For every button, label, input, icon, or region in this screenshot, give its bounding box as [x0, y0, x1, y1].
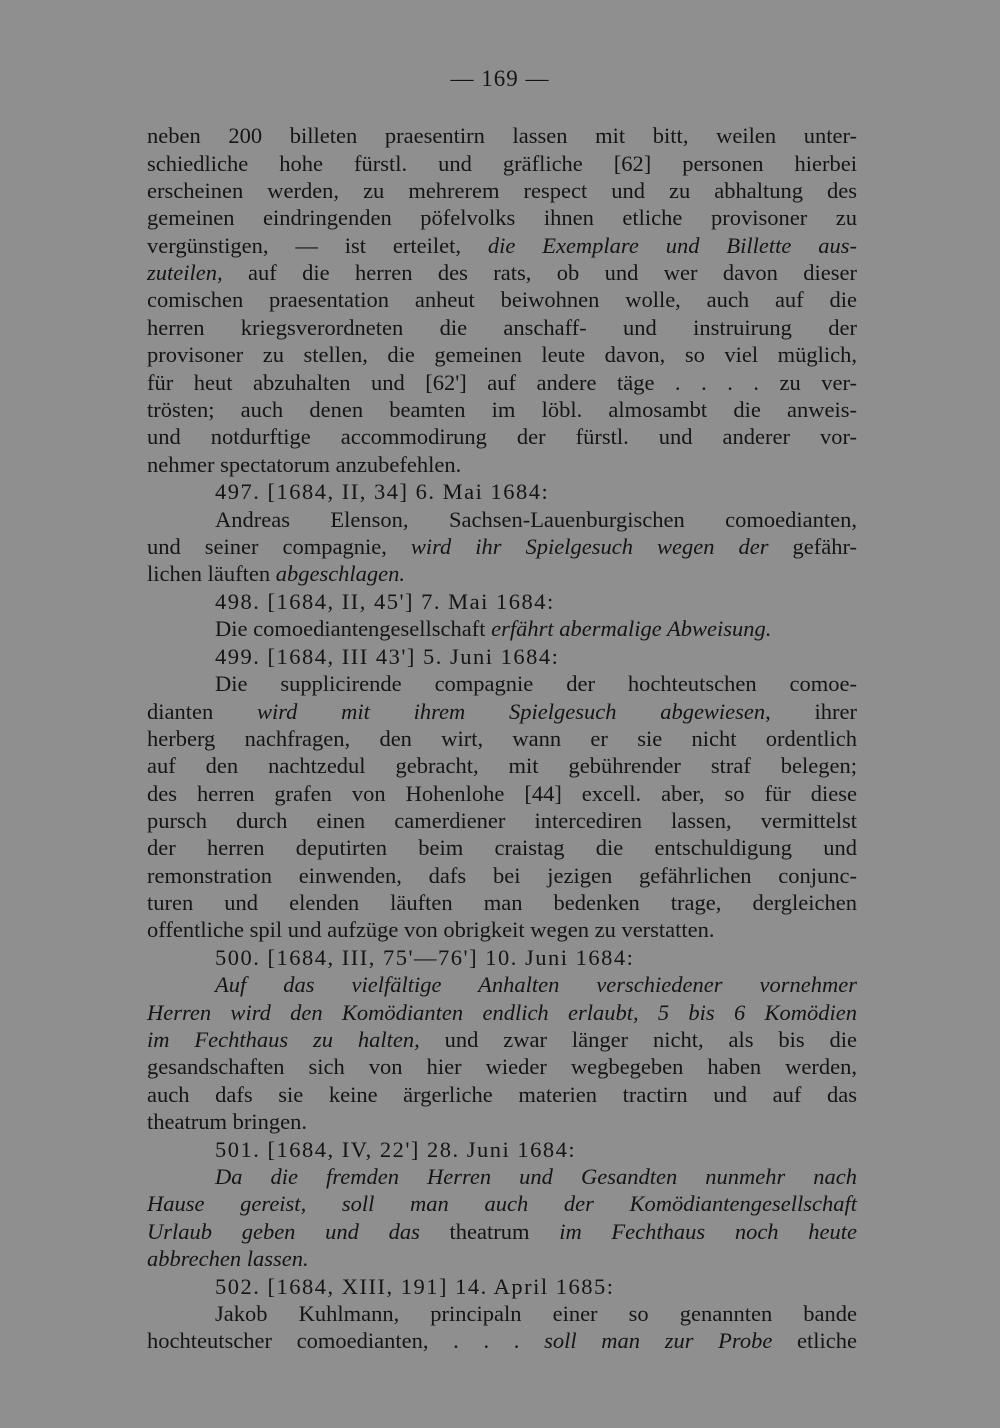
- text-line: [147, 204, 857, 231]
- text-line: [147, 834, 857, 861]
- page-number: — 169 —: [450, 66, 550, 91]
- text-line: [147, 451, 857, 478]
- roman-text: 501. [1684, IV, 22'] 28. Juni 1684:: [215, 1137, 577, 1162]
- roman-text: auf die herren des rats, ob und wer davon dieser: [222, 260, 857, 285]
- italic-text: Auf das vielfältige Anhalten verschiedener vornehmer: [215, 972, 857, 997]
- roman-text: auf den nachtzedul gebracht, mit gebührender straf belegen;: [147, 753, 857, 778]
- text-line: [147, 396, 857, 423]
- italic-text: Hause gereist, soll man auch der Komödiantengesellschaft: [147, 1191, 857, 1216]
- roman-text: theatrum: [419, 1219, 560, 1244]
- roman-text: gemeinen eindringenden pöfelvolks ihnen etliche provisoner zu: [147, 205, 857, 230]
- text-line: [215, 971, 857, 998]
- roman-text: schiedliche hohe fürstl. und gräfliche [62] personen hierbei: [147, 151, 857, 176]
- roman-text: erscheinen werden, zu mehrerem respect und zu abhaltung des: [147, 178, 857, 203]
- roman-text: Die supplicirende compagnie der hochteutschen comoe-: [215, 671, 857, 696]
- roman-text: des herren grafen von Hohenlohe [44] excell. aber, so für diese: [147, 781, 857, 806]
- italic-text: soll man zur Probe: [544, 1328, 773, 1353]
- text-line: [147, 999, 857, 1026]
- text-line: [147, 369, 857, 396]
- text-line: [147, 122, 857, 149]
- text-line: [147, 916, 857, 943]
- text-line: [215, 1136, 857, 1163]
- text-line: [215, 615, 857, 642]
- text-line: [147, 232, 857, 259]
- text-line: [147, 314, 857, 341]
- text-line: [147, 341, 857, 368]
- text-line: [147, 1327, 857, 1354]
- roman-text: 497. [1684, II, 34] 6. Mai 1684:: [215, 479, 550, 504]
- italic-text: im Fechthaus noch heute: [559, 1219, 857, 1244]
- text-line: [147, 698, 857, 725]
- text-line: [215, 944, 857, 971]
- roman-text: theatrum bringen.: [147, 1109, 307, 1134]
- roman-text: offentliche spil und aufzüge von obrigkeit wegen zu verstatten.: [147, 917, 715, 942]
- italic-text: Urlaub geben und das: [147, 1219, 420, 1244]
- roman-text: Andreas Elenson, Sachsen-Lauenburgischen comoedianten,: [215, 507, 857, 532]
- roman-text: , ihrer: [765, 699, 857, 724]
- roman-text: remonstration einwenden, dafs bei jezigen gefährlichen conjunc-: [147, 863, 857, 888]
- roman-text: und zwar länger nicht, als bis die: [419, 1027, 857, 1052]
- roman-text: comischen praesentation anheut beiwohnen wolle, auch auf die: [147, 287, 857, 312]
- roman-text: herren kriegsverordneten die anschaff- und instruirung der: [147, 315, 857, 340]
- text-line: [147, 1053, 857, 1080]
- text-line: [215, 588, 857, 615]
- roman-text: nehmer spectatorum anzubefehlen.: [147, 452, 462, 477]
- italic-text: erfährt abermalige Abweisung.: [491, 616, 772, 641]
- text-line: [147, 862, 857, 889]
- italic-text: abbrechen lassen.: [147, 1246, 309, 1271]
- text-line: [147, 560, 857, 587]
- roman-text: trösten; auch denen beamten im löbl. almosambt die anweis-: [147, 397, 857, 422]
- roman-text: dianten: [147, 699, 257, 724]
- italic-text: Herren wird den Komödianten endlich erlaubt, 5 bis 6 Komödien: [147, 1000, 857, 1025]
- roman-text: gesandschaften sich von hier wieder wegbegeben haben werden,: [147, 1054, 857, 1079]
- text-line: [215, 1273, 857, 1300]
- roman-text: turen und elenden läuften man bedenken trage, dergleichen: [147, 890, 857, 915]
- text-line: [215, 643, 857, 670]
- roman-text: 502. [1684, XIII, 191] 14. April 1685:: [215, 1274, 615, 1299]
- text-line: [147, 1026, 857, 1053]
- text-line: [147, 889, 857, 916]
- text-line: [215, 670, 857, 697]
- text-line: [215, 1163, 857, 1190]
- roman-text: und notdurftige accommodirung der fürstl. und anderer vor-: [147, 424, 857, 449]
- italic-text: die Exemplare und Billette aus-: [487, 233, 857, 258]
- italic-text: wird ihr Spielgesuch wegen der: [410, 534, 769, 559]
- roman-text: hochteutscher comoedianten, . . .: [147, 1328, 545, 1353]
- text-line: [147, 1245, 857, 1272]
- italic-text: Da die fremden Herren und Gesandten nunmehr nach: [215, 1164, 857, 1189]
- text-line: [147, 807, 857, 834]
- roman-text: herberg nachfragen, den wirt, wann er sie nicht ordentlich: [147, 726, 857, 751]
- roman-text: provisoner zu stellen, die gemeinen leute davon, so viel müglich,: [147, 342, 857, 367]
- roman-text: gefähr-: [768, 534, 857, 559]
- roman-text: auch dafs sie keine ärgerliche materien tractirn und auf das: [147, 1082, 857, 1107]
- text-line: [215, 478, 857, 505]
- text-line: [147, 423, 857, 450]
- italic-text: wird mit ihrem Spielgesuch abgewiesen: [256, 699, 766, 724]
- roman-text: 498. [1684, II, 45'] 7. Mai 1684:: [215, 589, 555, 614]
- roman-text: für heut abzuhalten und [62'] auf andere täge . . . . zu ver-: [147, 370, 857, 395]
- text-line: [147, 150, 857, 177]
- text-line: [147, 259, 857, 286]
- text-line: [147, 1190, 857, 1217]
- italic-text: im Fechthaus zu halten,: [147, 1027, 420, 1052]
- text-line: [215, 1300, 857, 1327]
- text-line: [215, 506, 857, 533]
- text-line: [147, 1081, 857, 1108]
- text-line: [147, 286, 857, 313]
- roman-text: neben 200 billeten praesentirn lassen mit bitt, weilen unter-: [147, 123, 857, 148]
- roman-text: pursch durch einen camerdiener intercediren lassen, vermittelst: [147, 808, 857, 833]
- text-line: [147, 780, 857, 807]
- roman-text: vergünstigen, — ist erteilet,: [147, 233, 488, 258]
- roman-text: der herren deputirten beim craistag die entschuldigung und: [147, 835, 857, 860]
- text-line: [147, 1108, 857, 1135]
- roman-text: Jakob Kuhlmann, principaln einer so genannten bande: [215, 1301, 857, 1326]
- roman-text: 499. [1684, III 43'] 5. Juni 1684:: [215, 644, 560, 669]
- text-line: [147, 1218, 857, 1245]
- italic-text: zuteilen,: [147, 260, 223, 285]
- roman-text: und seiner compagnie,: [147, 534, 411, 559]
- text-line: [147, 177, 857, 204]
- roman-text: etliche: [772, 1328, 857, 1353]
- text-line: [147, 752, 857, 779]
- italic-text: abgeschlagen.: [275, 561, 406, 586]
- roman-text: 500. [1684, III, 75'—76'] 10. Juni 1684:: [215, 945, 635, 970]
- text-line: [147, 725, 857, 752]
- roman-text: lichen läuften: [147, 561, 276, 586]
- text-line: [147, 533, 857, 560]
- roman-text: Die comoediantengesellschaft: [215, 616, 492, 641]
